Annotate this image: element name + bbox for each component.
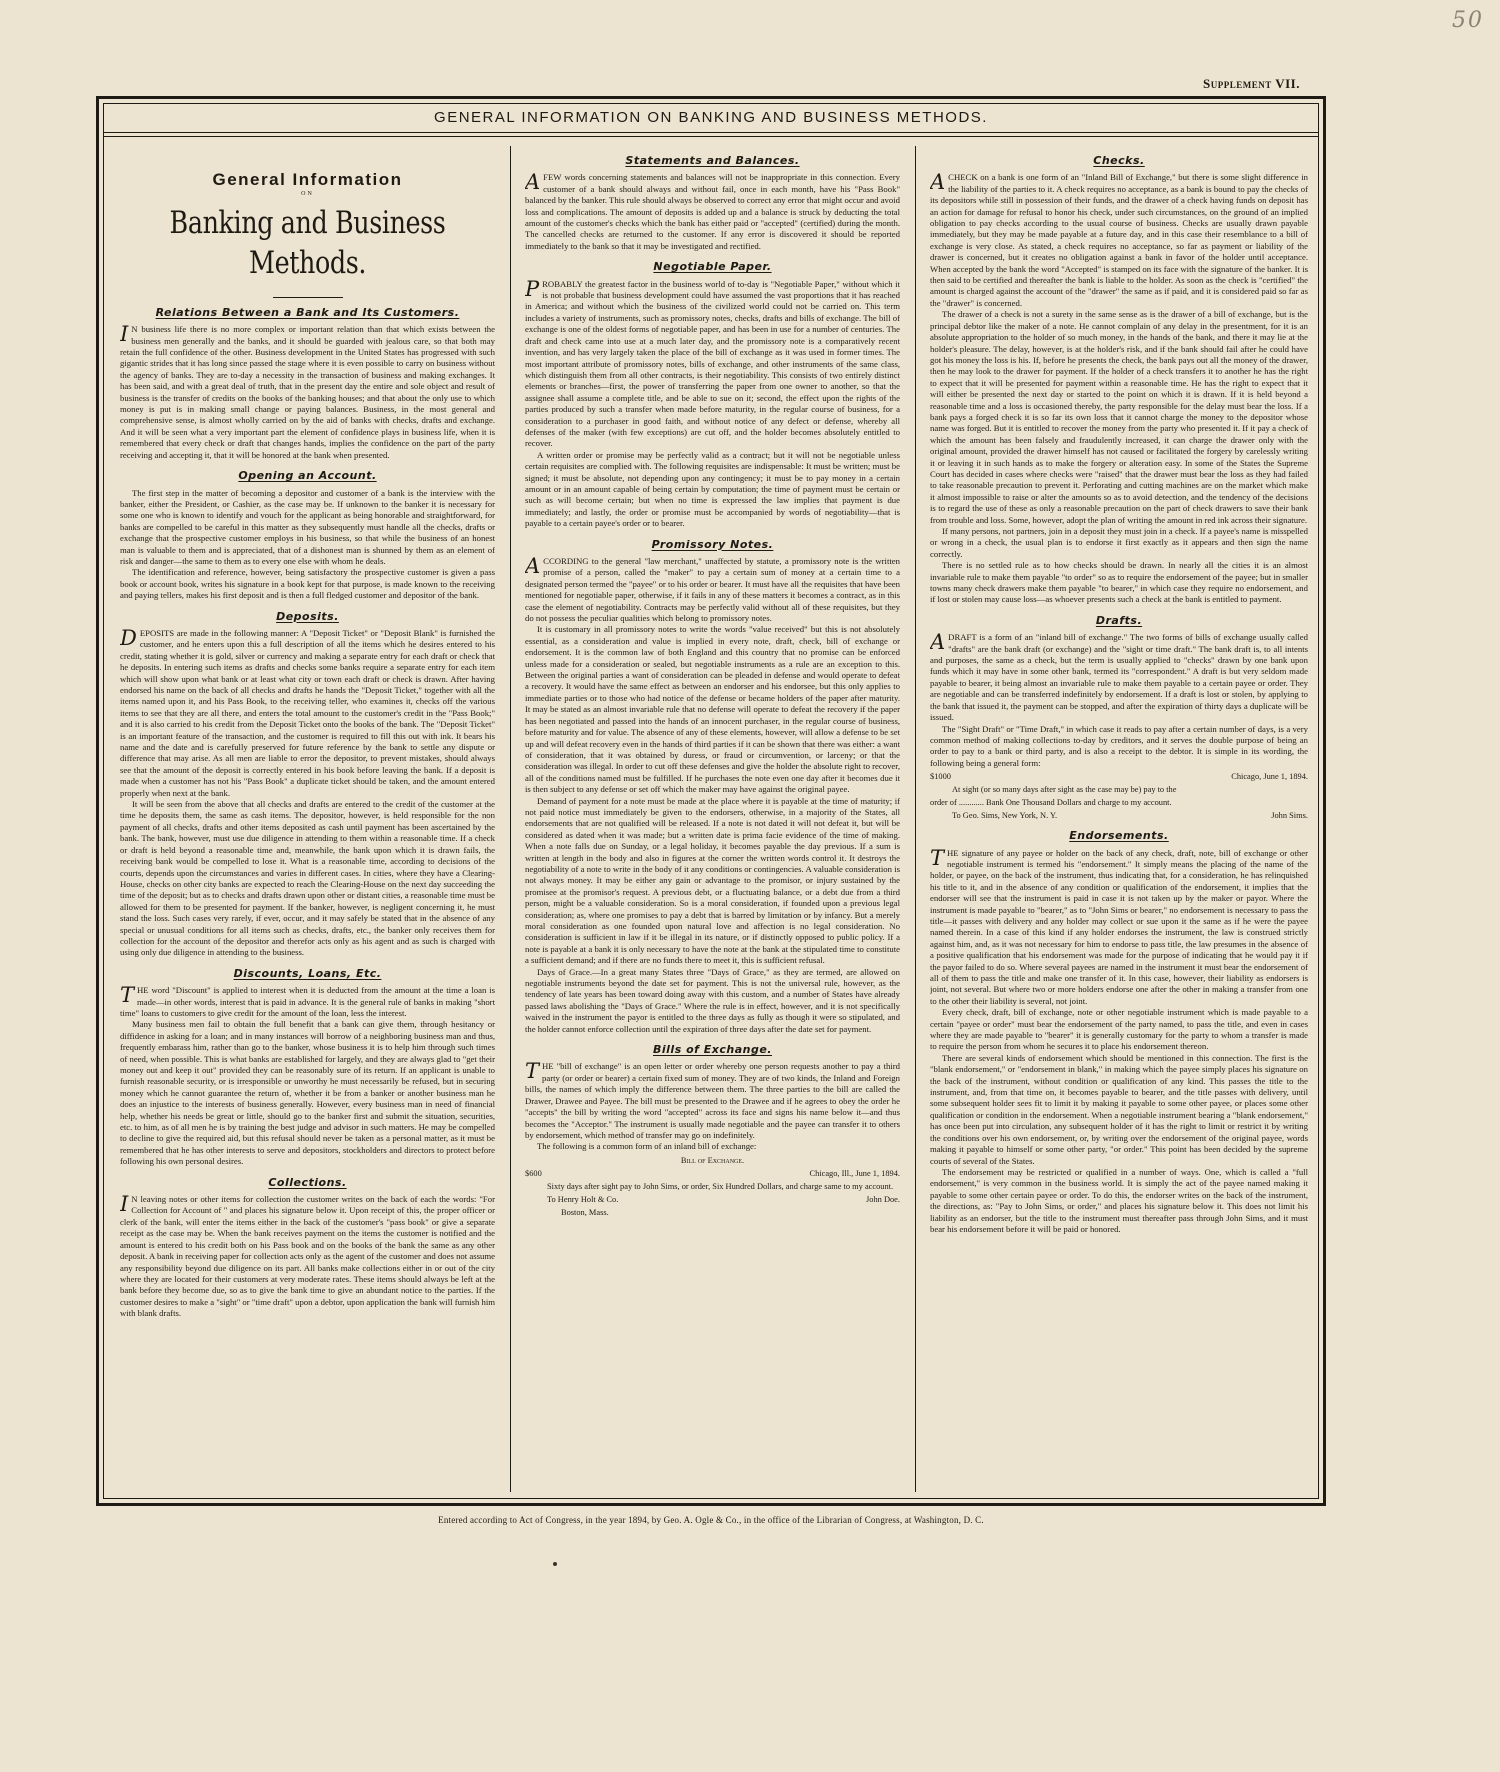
paragraph: THE "bill of exchange" is an open letter or order whereby one person requests another to pay a third party (or order or bearer) a certain fixed sum of money. They are of two kinds, the Inland and Foreign bills, the names of which imply the difference between them. The three parties to the bill are called the Drawer, Drawee and Payee. The bill must be presented to the Drawee and if he agrees to obey the order he "accepts" the bill by writing the word "accepted" across its face and signs his name below it—and thus becomes the "Acceptor." The instrument is usually made negotiable and the payee can transfer it to others by endorsement, which method of transfer may go on indefinitely. [525,1059,900,1140]
content-frame [96,96,1326,1506]
paragraph: There is no settled rule as to how checks should be drawn. In nearly all the cities it is an almost invariable rule to make them payable "to order" so as to require the endorsement of the payee; but in smaller towns many check drawers make them payable "to bearer," in which case they require no endorsement, and if lost or stolen may cause loss—as whoever presents such a check at the bank is entitled to payment. [930,560,1308,605]
draft-form-amount: $1000 [930,772,951,782]
section-heading-negotiable: Negotiable Paper. [653,260,772,274]
paragraph: Days of Grace.—In a great many States three "Days of Grace," as they are termed, are allowed on negotiable instruments beyond the date set for payment. This is not the universal rule, however, as the tendency of late years has been toward doing away with this custom, and a number of States have already passed laws abolishing the "Days of Grace." Where the rule is in effect, however, and it is not specifically waived in the instrument the payor is entitled to the three days as fully as though it were so stipulated, and the holder cannot enforce collection until the expiration of three days after the date set for payment. [525,966,900,1034]
paragraph: The identification and reference, however, being satisfactory the prospective customer is given a pass book or account book, writes his signature in a book kept for that purpose, is made known to the receiving and paying tellers, makes his first deposit and is then a full fledged customer and depositor of the bank. [120,567,495,601]
bill-form-header [525,1168,900,1179]
paragraph: A written order or promise may be perfectly valid as a contract; but it will not be negotiable unless certain requisites are complied with. The following requisites are indispensable: It must be written; must be signed; it must be absolute, not depending upon any contingency; it must be to pay money in a certain amount or in an amount capable of being certain by computation; the time of payment must be certain or such as will become certain; but when no time is expressed the law implies that payment is due immediately; and lastly, the order or promise must be accompanied by words of negotiability—that is payable to a certain payee's order or to bearer. [525,449,900,529]
draft-form-body-2: order of ............ Bank One Thousand Dollars and charge to my account. [930,798,1172,808]
drop-cap: T [120,983,135,1008]
inner-frame [103,103,1319,1499]
draft-form-signer: John Sims. [1271,811,1308,821]
bill-form-body: Sixty days after sight pay to John Sims, or order, Six Hundred Dollars, and charge same to my account. [547,1181,894,1191]
bill-form-city: Boston, Mass. [561,1207,609,1217]
section-heading-relations: Relations Between a Bank and Its Customers. [155,305,460,319]
section-heading-bills: Bills of Exchange. [653,1043,772,1057]
paragraph: PROBABLY the greatest factor in the business world of to-day is "Negotiable Paper," without which it is not probable that business development could have assumed the vast proportions that it has reached in America; and without which the business of the civilized world could not be carried on. This term includes a variety of instruments, such as promissory notes, checks, drafts and bills of exchange. The bill of exchange is one of the oldest forms of negotiable paper, and has been in use for a number of centuries. The draft and check came into use at a much later day, and the promissory note is a comparatively recent invention, and has very largely taken the place of the bill of exchange as it was used in former times. The most important attribute of promissory notes, bills of exchange, and other instruments of the same class, which distinguish them from all other contracts, is their negotiability. This consists of two entirely distinct elements or branches—first, the power of transferring the paper from one owner to another, so that the assignee shall assume a complete title, and be able to sue on it; second, the effect upon the rights of the parties produced by such a transfer when made before maturity, in the regular course of business, for a consideration to a purchaser in good faith, and without notice of any defect or defense, whereby all defenses of the maker (with few exceptions) are cut off, and the holder becomes absolutely entitled to recover. [525,276,900,449]
drop-cap: I [120,1192,129,1217]
column-divider [510,146,511,1492]
paragraph: I N leaving notes or other items for collection the customer writes on the back of each the words: "For Collection for Account of " and places his signature below it. Upon receipt of this, the proper officer or clerk of the bank, will enter the items either in the back of the customer's "pass book" or give a separate receipt as the case may be. When the bank receives payment on the items the customer is notified and the amount is entered to his credit both on his Pass book and on the books of the bank the same as any other deposit. A bank in receiving paper for collection acts only as the agent of the customer and does not assume any responsibility beyond due diligence on its part. All banks make collections either in or out of the city where they are located for their customers at very moderate rates. These items should always be left at the bank before they become due, so as to give the bank time to give an abundant notice to the parties. If the customer desires to make a "sight" or "time draft" upon a debtor, upon application the bank will furnish him with blank drafts. [120,1192,495,1319]
paragraph: AFEW words concerning statements and balances will not be inappropriate in this connection. Every customer of a bank should always and without fail, once in each month, have his "Pass Book" balanced by the banker. This rule should always be observed to correct any error that might occur and avoid loss and complications. The amount of deposits is added up and a balance is struck by deducting the total amount of the customer's checks which the bank has either paid or "accepted" (certified) during the month. The cancelled checks are returned to the customer. If any error is discovered it should be reported immediately to the bank so that it may be investigated and rectified. [525,170,900,251]
draft-form-body-1: At sight (or so many days after sight as the case may be) pay to the [952,785,1177,795]
section-heading-deposits: Deposits. [276,609,339,623]
drop-cap: A [930,170,946,195]
paragraph: THE signature of any payee or holder on the back of any check, draft, note, bill of exchange or other negotiable instrument is termed his "endorsement." It simply means the placing of the name of the holder, or payee, on the back of the instrument, thus indicating that, for a consideration, he has relinquished his title to it, and in the absence of any condition or qualification of the endorsement, it implies that the endorser will see that the instrument is paid in case it is not taken up by the maker or payor. Where the instrument is made payable to "bearer," as to "John Sims or bearer," no endorsement is necessary to pass the title—it passes with delivery and any holder may collect or sue upon it the same as if he were the payee named therein. In a case of this kind if any holder endorses the instrument, the law is construed strictly against him, and, as it was not necessary for him to endorse to pass title, the law presumes in the absence of a positive qualification that his endorsement was made for the purpose of indicating that he would pay it if the payor failed to do so. Where several payees are named in the instrument it must bear the endorsement of all of them to pass the title and make one transfer of it. In this case, however, their liability as endorsers is joint, not several. But where two or more holders endorse one after the other in making a transfer from one to the other their liability is several, not joint. [930,845,1308,1006]
paragraph: THE word "Discount" is applied to interest when it is deducted from the amount at the time a loan is made—in other words, interest that is paid in advance. It is the general rule of banks in making "short time" loans to customers to give credit for the amount of the loan, less the interest. [120,983,495,1018]
draft-form-to [930,810,1308,821]
ink-dot [553,1562,557,1566]
section-heading-discounts: Discounts, Loans, Etc. [233,966,382,980]
section-heading-collections: Collections. [268,1175,347,1189]
paragraph: I N business life there is no more complex or important relation than that which exists between the business men generally and the banks, and it should be guarded with jealous care, so that both may retain the full confidence of the other. Business development in the United States has progressed with such gigantic strides that it has long since passed the stage where it is even possible to carry on business without the agency of banks. They are to-day a necessity in the transaction of business and making exchanges. It has been said, and with a great deal of truth, that in the present day the entire and sole object and result of business is the transfer of credits on the books of the banking houses; and that about the only use to which money is put is in making small change or paying balances. Business, in the most general and comprehensive sense, is almost wholly carried on by the aid of banks with checks, drafts and exchange. And it will be seen what a very important part the element of confidence plays in business life, when it is remembered that every check or draft that changes hands, implies the confidence on the part of the party receiving and accepting it, that it will be honored at the bank when presented. [120,322,495,460]
drop-cap: T [930,845,945,870]
paragraph: The "Sight Draft" or "Time Draft," in which case it reads to pay after a certain number of days, is a very common method of making collections to-day by creditors, and it serves the double purpose of being an order to pay to a bank or third party, and is also a receipt to the debtor. It is simple in its wording, the following being a general form: [930,723,1308,768]
section-heading-promissory: Promissory Notes. [651,537,774,551]
paragraph: There are several kinds of endorsement which should be mentioned in this connection. The first is the "blank endorsement," or "endorsement in blank," in making which the payee simply places his signature on the back of the instrument, without condition or qualification of any kind. This passes the title to the instrument, and, from that time on, it becomes payable to bearer, and the title passes with delivery, until some subsequent holder sees fit to limit it by making it payable to some other payee, or places some other qualification or condition in the endorsement. When a negotiable instrument bearing a "blank endorsement," has once been put into circulation, any subsequent holder of it has the right to limit or restrict it by writing the conditions over his own endorsement, or, by writing over the endorsement of the original payee, words making it payable to himself or some other party, "or order." This point has been decided by the supreme courts of several of the States. [930,1052,1308,1166]
heading-banking-business-methods: Banking and Business Methods. [169,204,446,281]
paragraph: ADRAFT is a form of an "inland bill of exchange." The two forms of bills of exchange usually called "drafts" are the bank draft (or exchange) and the "sight or time draft." The bank draft is, to all intents and purposes, the same as a check, but the term is usually applied to "checks" drawn by one bank upon funds which it may have in some other bank, termed its "correspondent." A draft is but very seldom made payable to bearer, it being almost an invariable rule to make them payable to a certain payee or order. They are negotiable and can be transferred indefinitely by endorsement. If a draft is lost or stolen, by applying to the bank that issued it, the payment can be stopped, and after the expiration of thirty days a duplicate will be issued. [930,630,1308,723]
draft-form-header [930,771,1308,782]
paragraph: Many business men fail to obtain the full benefit that a bank can give them, through hesitancy or diffidence in asking for a loan; and in many instances will borrow of a neighboring business man and thus, frequently embarass him, rather than go to the banker, whose business it is to help him through such times of need, when possible. This is what banks are established for largely, and they are always glad to "get their money out and keep it out" provided they can be reasonably sure of its return. If an applicant is unable to furnish reasonable security, or is irresponsible or unworthy he must necessarily be refused, but in securing money which he cannot guarantee the return of, whether it be from a banker or another business man he does an injustice to the interests of business generally. However, every business man in need of financial help, whether his needs be great or little, should go to the banker first and submit the situation, securities, etc. to him, as of all men he is by training the best judge and advisor in such matters. He may be compelled to decline to give the required aid, but this refusal should never be taken as a personal matter, as it must be remembered that he has other interests to serve and depositors, stockholders and directors to protect before following his own personal desires. [120,1019,495,1167]
paragraph: The drawer of a check is not a surety in the same sense as is the drawer of a bill of exchange, but is the principal debtor like the maker of a note. He cannot complain of any delay in the presentment, for it is an absolute appropriation to the holder of so much money, in the hands of the bank, and there it may lie at the holder's pleasure. The delay, however, is at the holder's risk, and if the bank should fail after he could have got his money the loss is his. If, before he presents the check, the bank pays out all the money of the drawer, then he may look to the drawer for payment. If the holder of a check transfers it to another he has the right to expect that it will be presented for payment within a reasonable time. He has the right to expect that it will either be presented the next day or started to the point on which it is drawn. If it is held beyond a reasonable time and a loss is occasioned thereby, the party responsible for the delay must bear the loss. If a bank pays a forged check it is so far its own loss that it cannot charge the money to the depositor whose name was forged. But it is entitled to recover the money from the party who presented it. If it pay a check of which the amount has been falsely and fraudulently increased, it can charge the drawer only with the original amount, provided the drawer himself has not caused or facilitated the forgery by carelessly writing it or leaving it in such hands as to make the forgery or alteration easy. In some of the States the Supreme Court has decided in cases where checks were "raised" that the drawer must bear the loss as they had failed to take reasonable precaution to prevent it. Perforating and cutting machines are on the market which make it almost impossible to raise or alter the amounts so as to avoid detection, and the tendency of the decisions is to regard the use of these as only a reasonable precaution on the part of check drawers to save their bank from trouble and loss. Some, however, adopt the plan of writing the amount in red ink across their signature. [930,309,1308,525]
paragraph: If many persons, not partners, join in a deposit they must join in a check. If a payee's name is misspelled or wrong in a check, the usual plan is to endorse it first exactly as it appears and then sign the name correctly. [930,526,1308,559]
bill-form-date: Chicago, Ill., June 1, 1894. [809,1168,900,1178]
section-heading-endorsements: Endorsements. [1069,829,1169,843]
copyright-notice: Entered according to Act of Congress, in the year 1894, by Geo. A. Ogle & Co., in the office of the Librarian of Congress, at Washington, D. C. [438,1515,984,1525]
heading-on: ON [301,191,314,198]
drop-cap: A [525,554,541,578]
bill-form-amount: $600 [525,1168,542,1178]
paragraph: It is customary in all promissory notes to write the words "value received" but this is not absolutely essential, as a consideration and value is implied in every note, draft, check, bill of exchange or endorsement. It is the common law of both England and this country that no promise can be enforced unless made for a consideration or sealed, but negotiable instruments as a rule are an exception to this. Between the original parties a want of consideration can be pleaded in defense and would operate to defeat a recovery. It would have the same effect as between an endorser and his endorsee, but this only applies to immediate parties or to those who had notice of the defense or became holders of the paper after maturity. It may be stated as an almost invariable rule that no defense will operate to defeat the recovery if the paper has been negotiated and passed into the hands of an innocent purchaser, in the regular course of business, before maturity and for value. The absence of any of these elements, however, will allow a defense to be set up and will defeat recovery even in the hands of third parties if it can be shown that there was either: a want of consideration, that it was obtained by duress, or fraud or circumvention, or larceny; or that the consideration was illegal. In order to cut off these defenses and give the holder the absolute right to recover, all of the conditions named must be fulfilled. If he purchases the note even one day after it becomes due it is then subject to any defense or set off which the maker may have against the original payee. [525,624,900,795]
bill-form-signer: John Doe. [866,1194,900,1204]
column-left [120,146,495,1492]
drop-cap: A [930,630,946,655]
section-heading-statements: Statements and Balances. [625,154,800,167]
column-divider [915,146,916,1492]
drop-cap: D [120,625,137,650]
page-banner: GENERAL INFORMATION ON BANKING AND BUSINESS METHODS. [104,104,1318,133]
column-middle [525,146,900,1492]
supplement-label: Supplement VII. [1202,76,1300,91]
paragraph: Every check, draft, bill of exchange, note or other negotiable instrument which is made payable to a certain "payee or order" must bear the endorsement of the party named, to pass the title, and even in cases where they are made payable to "bearer" it is generally customary for the party to whom a transfer is made to require the person from whom he secures it to place his endorsement thereon. [930,1007,1308,1052]
paragraph: ACHECK on a bank is one form of an "Inland Bill of Exchange," but there is some slight difference in the liability of the parties to it. A check requires no acceptance, as a bank is bound to pay the checks of its depositors while still in possession of their funds, and the drawer of a check having funds on deposit has an action for damage for refusal to honor his check, under such circumstances, on the ground of an implied obligation to pay checks according to the usual course of business. Checks are usually drawn payable immediately, but they may be made payable at a future day, and in this case their resemblance to a bill of exchange is very close. As stated, a check requires no acceptance, so far as payment or liability of the drawer is concerned, but it creates no obligation against a bank in favor of the holder until acceptance. When accepted by the bank the word "Accepted" is stamped on its face with the signature of the banker. It is then said to be certified and thereafter the bank is liable to the holder. As soon as the check is "certified" the amount is charged against the account of the "drawer" the same as if paid, and it is considered paid so far as the "drawer" is concerned. [930,170,1308,308]
bill-form-title: Bill of Exchange. [680,1155,745,1165]
paragraph: The endorsement may be restricted or qualified in a number of ways. One, which is called a "full endorsement," is very common in the business world. It is simply the act of the payee named making it payable to some other certain payee or order. To do this, the endorser writes on the back of the instrument, the directions, as: "Pay to John Sims, or order," and places his signature below it. This does not limit his liability as an endorser, but the title to the instrument must thereafter pass through John Sims, and it must bear his endorsement before it will be paid or honored. [930,1166,1308,1234]
drop-cap: I [120,322,129,347]
paragraph: Demand of payment for a note must be made at the place where it is payable at the time of maturity; if not paid notice must immediately be given to the endorsers, otherwise, in a majority of the States, all endorsements that are not qualified will be released. If a note is not dated it will not defeat it, but will be considered as dated when it was made; but a written date is prima facie evidence of the time of making. When a note falls due on Sunday, or a legal holiday, it becomes payable the day previous. If a sum is written at length in the body and also in figures at the corner the written words control it. It destroys the negotiability of a note to write in the body of it any conditions or contingencies. A valuable consideration is not always money. It may be either any gain or advantage to the promisor, or injury sustained by the promisee at the promisor's request. A previous debt, or a fluctuating balance, or a debt due from a third person, might be a valuable consideration. So is a moral consideration, if founded upon a previous legal consideration; as, where one promises to pay a debt that is barred by limitation or by infancy. But a merely moral consideration as one founded upon natural love and affection is no legal consideration. No consideration is sufficient in law if it be illegal in its nature, or if distinctly opposed to public policy. If a note is payable at a bank it is only necessary to have the note at the bank at the stipulated time to constitute a sufficient demand; and if there are no funds there to meet it, this is sufficient refusal. [525,795,900,966]
paragraph: The first step in the matter of becoming a depositor and customer of a bank is the interview with the banker, either the President, or Cashier, as the case may be. If unknown to the banker it is necessary for some one who is known to identify and vouch for the applicant as being honorable and straightforward, for banks are compelled to be careful in this matter as they subsequently must handle all the checks, drafts or exchange that the prospective customer employs in his business, so that while the business of an honest man is valuable to them and is appreciated, that of a dishonest man is shunned by them as an element of risk and danger—the same to them as to every one else with whom he deals. [120,487,495,566]
drop-cap: T [525,1059,540,1084]
pencil-page-number: 50 [1452,8,1484,33]
paragraph: It will be seen from the above that all checks and drafts are entered to the credit of the customer at the time he deposits them, the same as cash items. The depositor, however, is held responsible for the non payment of all checks, drafts and other items deposited as cash until payment has been ascertained by the bank. The bank, however, must use due diligence in attending to them within a reasonable time. If a check or draft is held beyond a reasonable time and, meanwhile, the bank upon which it is drawn fails, the receiving bank would be compelled to lose it. What is a reasonable time, according to decisions of the courts, depends upon the circumstances and varies in different cases. In cities, where they have a Clearing-House, checks on other city banks are expected to reach the Clearing-House on the next day succeeding the time of the deposit; but as to checks and drafts drawn upon other or distant cities, a reasonable time must be allowed for them to be presented for payment. If the banker, however, is negligent concerning it, he must stand the loss. Such cases very rarely, if ever, occur, and it may safely be stated that in the absence of any special or unusual conditions for all items such as checks, drafts, etc., the banker only receives them for collection for the account of the depositor and therefor acts only as his agent and as such is charged with using only due diligence in attending to the business. [120,799,495,958]
heading-rule [273,297,343,298]
bill-form-addressee: To Henry Holt & Co. [547,1194,619,1204]
banner-rule [104,136,1318,137]
paragraph: ACCORDING to the general "law merchant," unaffected by statute, a promissory note is the written promise of a person, called the "maker" to pay a certain sum of money at a certain time to a designated person termed the "payee" or to his order or bearer. It must have all the requisites that have been mentioned for negotiable paper, otherwise, if it fails in any of these matters it becomes a contract, as in this case the element of negotiability. Contracts may be perfectly valid without all of these requisites, but they do not possess the peculiar qualities which belong to promissory notes. [525,554,900,624]
drop-cap: A [525,170,541,195]
section-heading-drafts: Drafts. [1095,613,1143,627]
column-right [930,146,1308,1492]
draft-form-addressee: To Geo. Sims, New York, N. Y. [952,811,1058,821]
paragraph: DEPOSITS are made in the following manner: A "Deposit Ticket" or "Deposit Blank" is furnished the customer, and he enters upon this a full description of all the items which he desires entered to his credit, stating whether it is gold, silver or currency and making a separate entry for each draft or check that he deposits. In entering such items as drafts and checks some banks require a separate entry for each item which will show upon what bank or at least what city or town each draft or check is drawn. After having endorsed his name on the back of all checks and drafts he hands the "Deposit Ticket," together with all the items named upon it, and his Pass Book, to the receiving teller, who examines it, checks off the various items to see that they are all there, and enters the total amount to the customer's credit in the "Pass Book;" and it is also carried to his credit from the Deposit Ticket onto the books of the bank. The "Deposit Ticket" is an important feature of the transaction, and the customer is required to fill this out with ink. It bears his name and the date and is carefully preserved for future reference by the bank to settle any dispute or difference that may arise. As all men are liable to error the depositor, to prevent mistakes, should always see that the amount of the deposit is correctly entered in his book before leaving the bank. If a deposit is made when a customer has not his "Pass Book" a duplicate ticket should be taken, and the amount entered properly when next at the bank. [120,625,495,798]
paragraph: The following is a common form of an inland bill of exchange: [537,1141,757,1152]
bill-form-to [525,1194,900,1205]
draft-form-date: Chicago, June 1, 1894. [1231,772,1308,782]
drop-cap: P [525,276,540,301]
heading-general-information: General Information [212,170,403,189]
section-heading-checks: Checks. [1093,154,1145,167]
section-heading-opening: Opening an Account. [238,469,377,483]
